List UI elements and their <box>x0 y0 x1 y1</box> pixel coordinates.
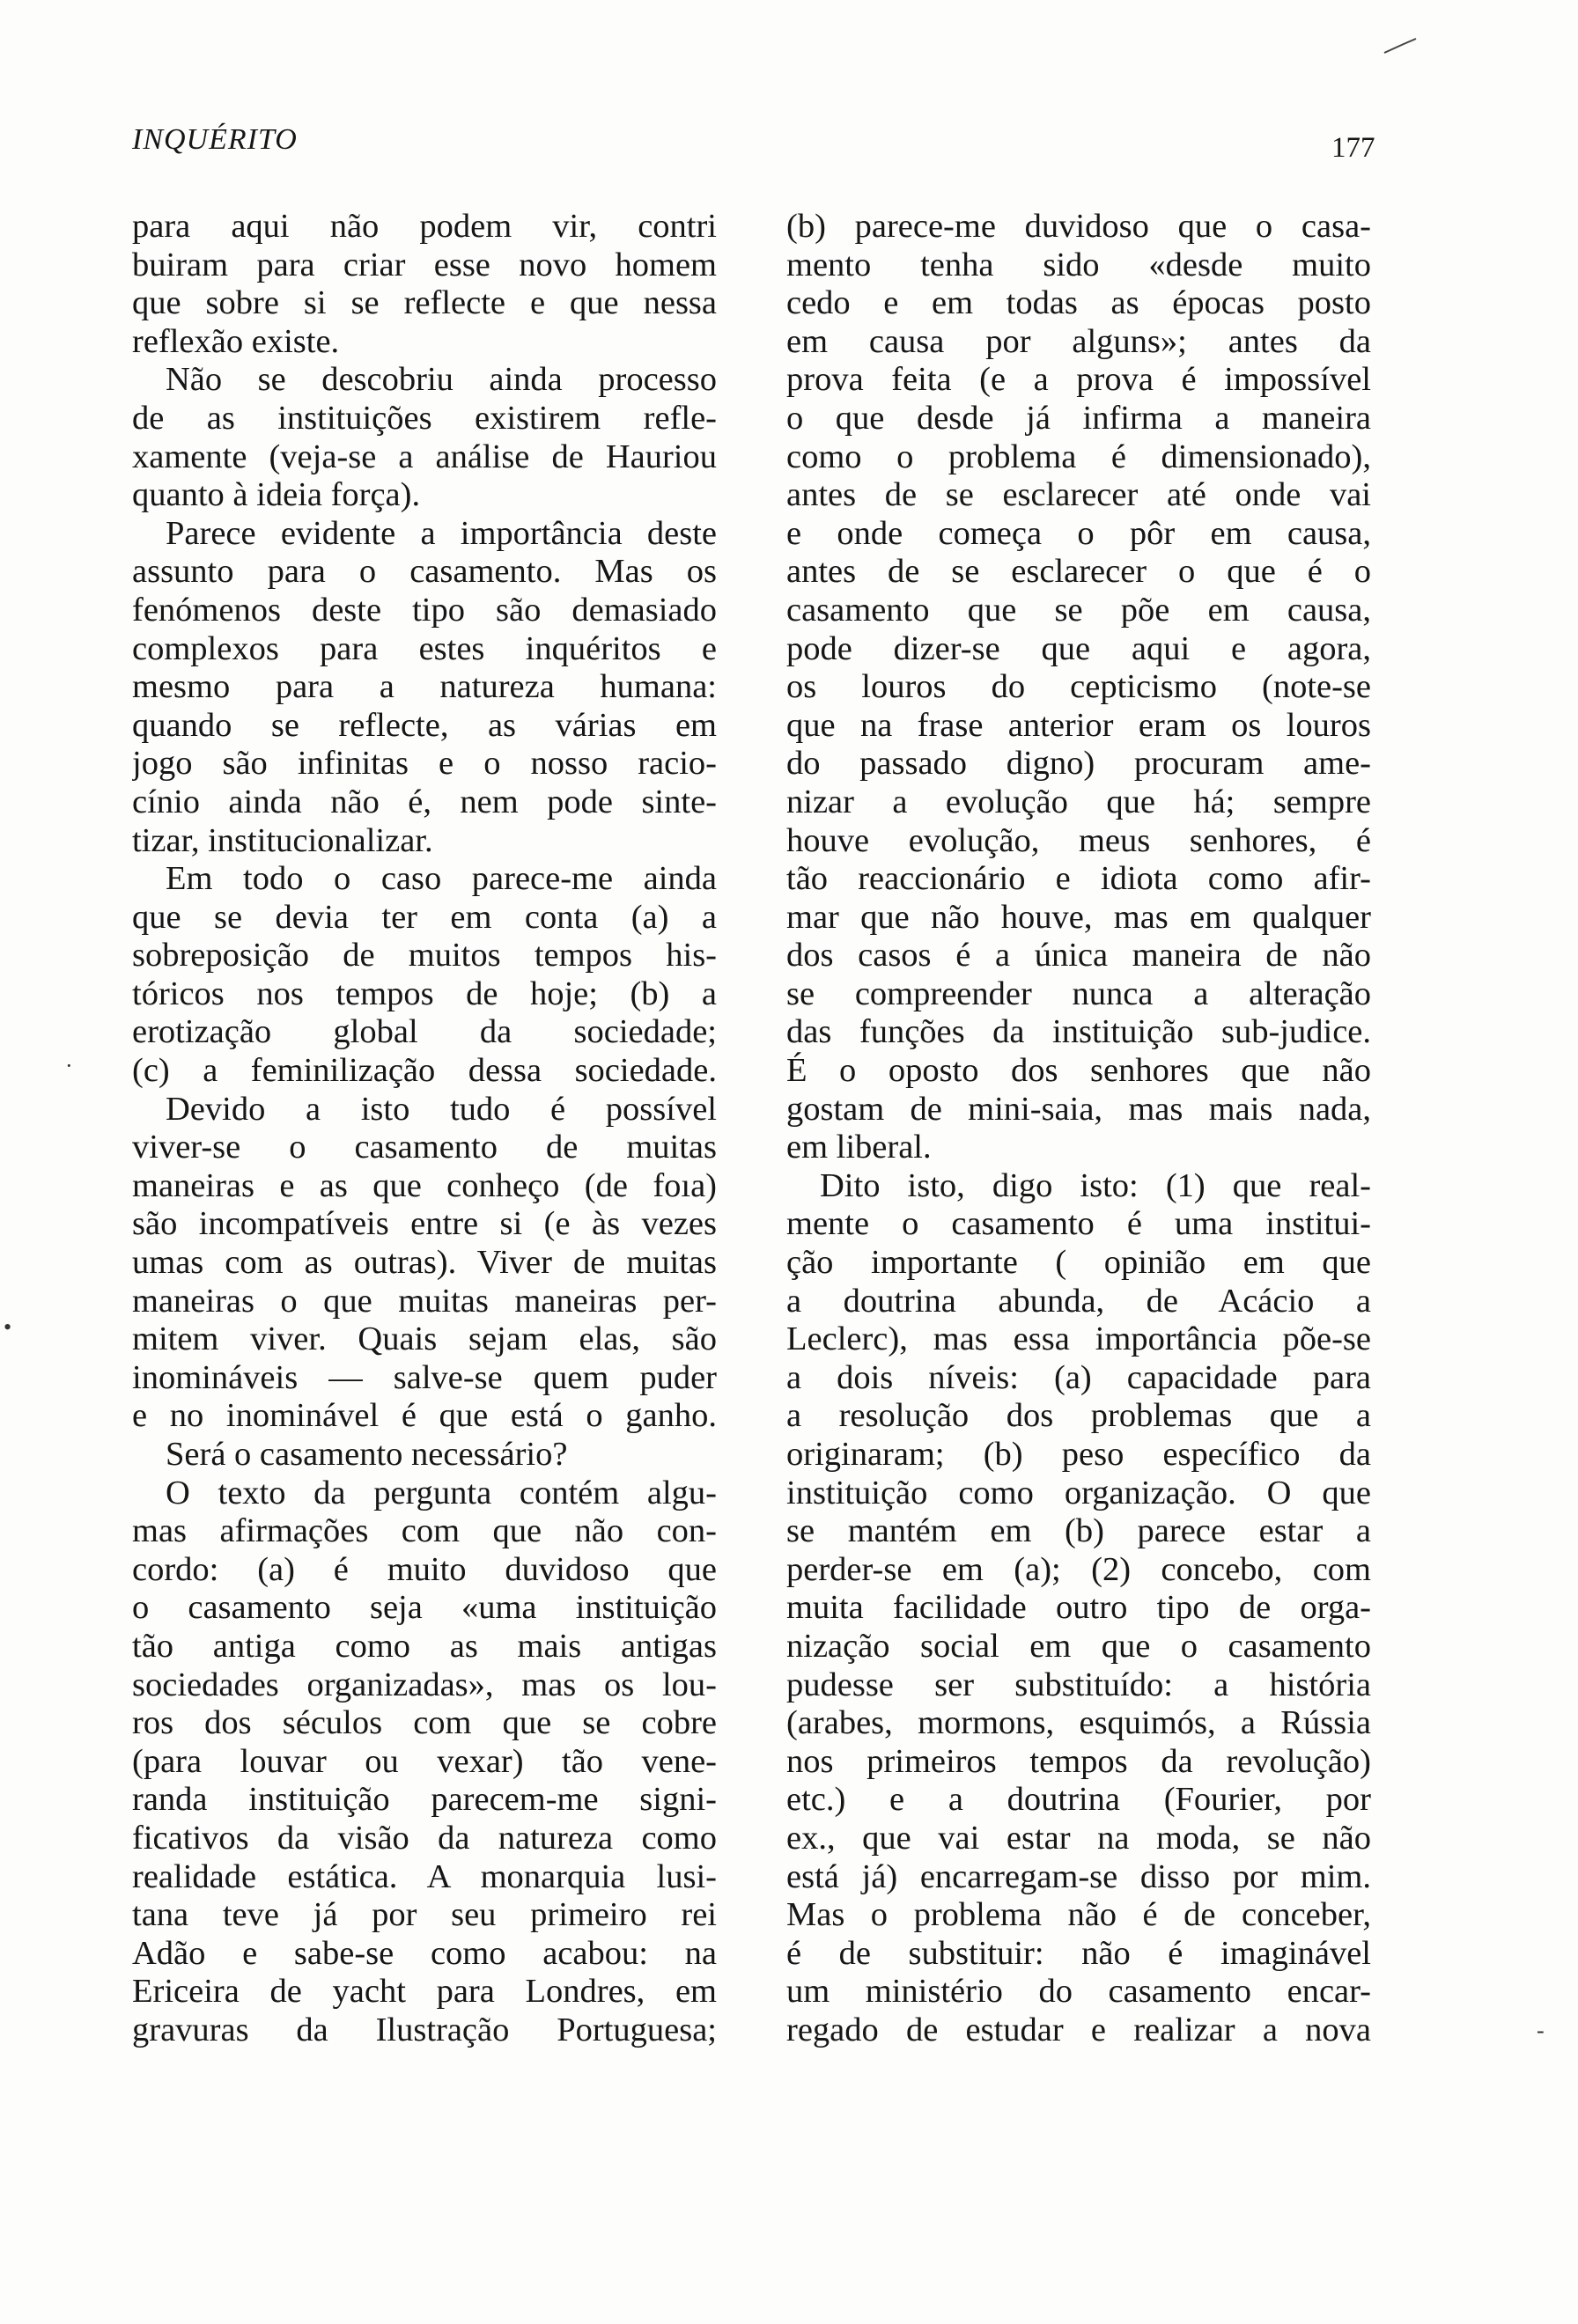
text-line: mar que não houve, mas em qualquer <box>786 898 1371 936</box>
text-line: maneiras o que muitas maneiras per- <box>132 1282 717 1320</box>
text-line: tão antiga como as mais antigas <box>132 1627 717 1665</box>
text-line: (para louvar ou vexar) tão vene- <box>132 1742 717 1780</box>
text-line: realidade estática. A monarquia lusi- <box>132 1857 717 1895</box>
text-line: É o oposto dos senhores que não <box>786 1052 1371 1090</box>
text-line: Não se descobriu ainda processo <box>166 361 717 399</box>
text-line: um ministério do casamento encar- <box>786 1973 1371 2011</box>
text-line: mas afirmações com que não con- <box>132 1512 717 1550</box>
text-line: a dois níveis: (a) capacidade para <box>786 1358 1371 1396</box>
text-line: que sobre si se reflecte e que nessa <box>132 284 717 322</box>
text-line: originaram; (b) peso específico da <box>786 1436 1371 1473</box>
text-line: é de substituir: não é imaginável <box>786 1934 1371 1972</box>
text-line: tão reaccionário e idiota como afir- <box>786 860 1371 898</box>
left-text-column <box>132 208 717 2050</box>
text-line: jogo são infinitas e o nosso racio- <box>132 745 717 783</box>
text-line: ção importante ( opinião em que <box>786 1244 1371 1282</box>
running-head: INQUÉRITO <box>132 123 298 156</box>
text-line: do passado digno) procuram ame- <box>786 745 1371 783</box>
text-line: mento tenha sido «desde muito <box>786 246 1371 283</box>
margin-speck: · <box>65 1053 73 1078</box>
text-line: das funções da instituição sub-judice. <box>786 1013 1371 1051</box>
text-line: viver-se o casamento de muitas <box>132 1129 717 1166</box>
text-line: se compreender nunca a alteração <box>786 974 1371 1012</box>
text-line: antes de se esclarecer o que é o <box>786 553 1371 591</box>
text-line: e onde começa o pôr em causa, <box>786 514 1371 552</box>
text-line: sociedades organizadas», mas os lou- <box>132 1666 717 1703</box>
right-text-column <box>786 208 1371 2050</box>
text-line: Leclerc), mas essa importância põe-se <box>786 1320 1371 1358</box>
text-line: de as instituições existirem refle- <box>132 399 717 437</box>
text-line: ficativos da visão da natureza como <box>132 1819 717 1857</box>
text-line: a resolução dos problemas que a <box>786 1397 1371 1435</box>
text-line: em causa por alguns»; antes da <box>786 322 1371 360</box>
text-line: que na frase anterior eram os louros <box>786 706 1371 744</box>
text-line: casamento que se põe em causa, <box>786 591 1371 629</box>
text-line: mitem viver. Quais sejam elas, são <box>132 1320 717 1358</box>
text-line: em liberal. <box>786 1129 932 1166</box>
text-line: e no inominável é que está o ganho. <box>132 1397 717 1435</box>
text-line: Mas o problema não é de conceber, <box>786 1896 1371 1934</box>
text-line: mesmo para a natureza humana: <box>132 668 717 706</box>
text-line: tóricos nos tempos de hoje; (b) a <box>132 974 717 1012</box>
text-line: quando se reflecte, as várias em <box>132 706 717 744</box>
page-number: 177 <box>1331 132 1375 164</box>
text-line: que se devia ter em conta (a) a <box>132 898 717 936</box>
text-line: cedo e em todas as épocas posto <box>786 284 1371 322</box>
text-line: assunto para o casamento. Mas os <box>132 553 717 591</box>
text-line: erotização global da sociedade; <box>132 1013 717 1051</box>
text-line: Será o casamento necessário? <box>166 1436 568 1473</box>
text-line: umas com as outras). Viver de muitas <box>132 1244 717 1282</box>
text-line: nização social em que o casamento <box>786 1627 1371 1665</box>
text-line: Ericeira de yacht para Londres, em <box>132 1973 717 2011</box>
text-line: buiram para criar esse novo homem <box>132 246 717 283</box>
pencil-tick-mark <box>1383 37 1418 56</box>
text-line: randa instituição parecem-me signi- <box>132 1781 717 1819</box>
text-line: está já) encarregam-se disso por mim. <box>786 1857 1371 1895</box>
text-line: gravuras da Ilustração Portuguesa; <box>132 2011 717 2048</box>
text-line: o casamento seja «uma instituição <box>132 1589 717 1627</box>
text-line: fenómenos deste tipo são demasiado <box>132 591 717 629</box>
text-line: se mantém em (b) parece estar a <box>786 1512 1371 1550</box>
text-line: para aqui não podem vir, contri <box>132 208 717 245</box>
text-line: etc.) e a doutrina (Fourier, por <box>786 1781 1371 1819</box>
text-line: (arabes, mormons, esquimós, a Rússia <box>786 1704 1371 1742</box>
margin-dot: • <box>4 1314 12 1340</box>
text-line: (c) a feminilização dessa sociedade. <box>132 1052 717 1090</box>
text-line: pode dizer-se que aqui e agora, <box>786 629 1371 667</box>
text-line: nizar a evolução que há; sempre <box>786 783 1371 820</box>
text-line: quanto à ideia força). <box>132 476 421 514</box>
text-line: sobreposição de muitos tempos his- <box>132 937 717 974</box>
text-line: a doutrina abunda, de Acácio a <box>786 1282 1371 1320</box>
text-line: cínio ainda não é, nem pode sinte- <box>132 783 717 820</box>
text-line: ex., que vai estar na moda, se não <box>786 1819 1371 1857</box>
text-line: tizar, institucionalizar. <box>132 821 433 859</box>
text-line: muita facilidade outro tipo de orga- <box>786 1589 1371 1627</box>
text-line: instituição como organização. O que <box>786 1474 1371 1511</box>
text-line: são incompatíveis entre si (e às vezes <box>132 1205 717 1243</box>
text-line: tana teve já por seu primeiro rei <box>132 1896 717 1934</box>
text-line: Devido a isto tudo é possível <box>166 1090 717 1128</box>
text-line: dos casos é a única maneira de não <box>786 937 1371 974</box>
text-line: (b) parece-me duvidoso que o casa- <box>786 208 1371 245</box>
text-line: Adão e sabe-se como acabou: na <box>132 1934 717 1972</box>
text-line: Dito isto, digo isto: (1) que real- <box>820 1166 1371 1204</box>
margin-dash: - <box>1537 2018 1545 2043</box>
text-line: como o problema é dimensionado), <box>786 438 1371 475</box>
text-line: mente o casamento é uma institui- <box>786 1205 1371 1243</box>
text-line: xamente (veja-se a análise de Hauriou <box>132 438 717 475</box>
text-line: reflexão existe. <box>132 322 340 360</box>
text-line: maneiras e as que conheço (de foıa) <box>132 1166 717 1204</box>
text-line: prova feita (e a prova é impossível <box>786 361 1371 399</box>
text-line: regado de estudar e realizar a nova <box>786 2011 1371 2048</box>
text-line: antes de se esclarecer até onde vai <box>786 476 1371 514</box>
text-line: Parece evidente a importância deste <box>166 514 717 552</box>
text-line: Em todo o caso parece-me ainda <box>166 860 717 898</box>
text-line: O texto da pergunta contém algu- <box>166 1474 717 1511</box>
text-line: inomináveis — salve-se quem puder <box>132 1358 717 1396</box>
text-line: pudesse ser substituído: a história <box>786 1666 1371 1703</box>
text-line: nos primeiros tempos da revolução) <box>786 1742 1371 1780</box>
text-line: o que desde já infirma a maneira <box>786 399 1371 437</box>
text-line: ros dos séculos com que se cobre <box>132 1704 717 1742</box>
text-line: perder-se em (a); (2) concebo, com <box>786 1550 1371 1588</box>
text-line: gostam de mini-saia, mas mais nada, <box>786 1090 1371 1128</box>
text-line: cordo: (a) é muito duvidoso que <box>132 1550 717 1588</box>
text-line: complexos para estes inquéritos e <box>132 629 717 667</box>
text-line: houve evolução, meus senhores, é <box>786 821 1371 859</box>
text-line: os louros do cepticismo (note-se <box>786 668 1371 706</box>
